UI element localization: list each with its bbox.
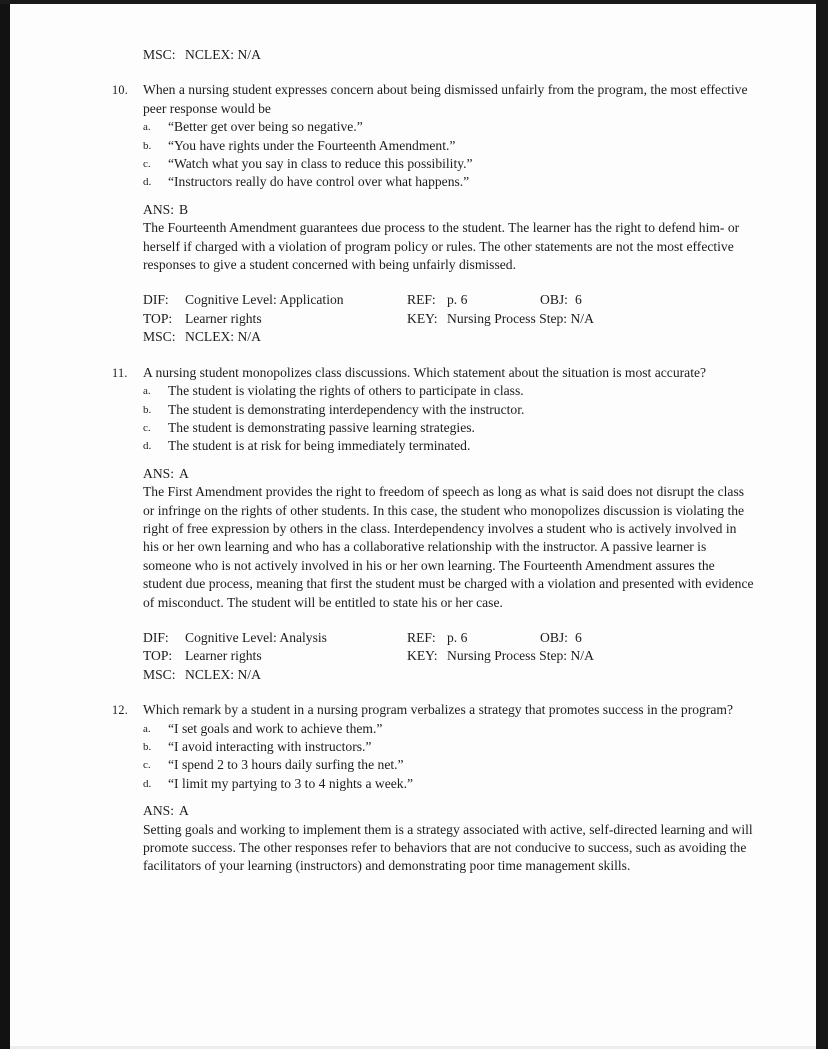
question-number: 11. bbox=[112, 365, 128, 380]
option-letter: b. bbox=[143, 741, 152, 753]
meta-label-dif: DIF: bbox=[143, 292, 169, 308]
answer-label: ANS: bbox=[143, 201, 174, 217]
meta-label-key: KEY: bbox=[407, 310, 438, 326]
answer-line bbox=[143, 465, 755, 483]
answer-label: ANS: bbox=[143, 803, 174, 819]
question-stem: When a nursing student expresses concern about being dismissed unfairly from the program, the most effective peer response would be bbox=[143, 82, 748, 116]
meta-row bbox=[143, 328, 816, 346]
meta-value-obj: 6 bbox=[575, 292, 582, 308]
option-text: “Better get over being so negative.” bbox=[168, 119, 363, 135]
answer-option-d bbox=[143, 437, 755, 455]
option-letter: a. bbox=[143, 722, 151, 735]
rationale-text: Setting goals and working to implement them is a strategy associated with active, self-directed learning and will promote success. The other responses refer to behaviors that are not conducive to success, such as avoiding the facilitators of your learning (instructors) and demonstrating poor time management skills. bbox=[143, 821, 753, 874]
rationale-text: The First Amendment provides the right to freedom of speech as long as what is said does not disrupt the class or infringe on the rights of other students. In this case, the student who monopolizes discussion is violating the right of free expression by others in the class. Interdependency involves a student who is actively involved in his or her own learning and who has a collaborative relationship with the instructor. A passive learner is someone who is not actively involved in his or her own learning. The Fourteenth Amendment assures the student due process, meaning that first the student must be charged with a violation and presented with evidence of misconduct. The student will be entitled to state his or her case. bbox=[143, 484, 754, 610]
option-letter: b. bbox=[143, 403, 152, 416]
option-letter: b. bbox=[143, 139, 152, 152]
answer-option-c bbox=[143, 419, 755, 437]
option-text: “I spend 2 to 3 hours daily surfing the net.” bbox=[168, 757, 404, 773]
meta-line-msc-carryover bbox=[143, 4, 816, 64]
meta-label-dif: DIF: bbox=[143, 629, 169, 645]
answer-block bbox=[143, 201, 755, 275]
option-letter: c. bbox=[143, 421, 151, 434]
option-letter: a. bbox=[143, 121, 151, 134]
meta-row bbox=[143, 629, 816, 647]
answer-option-a bbox=[143, 720, 755, 738]
option-text: “I limit my partying to 3 to 4 nights a week.” bbox=[168, 775, 414, 791]
meta-value-ref: p. 6 bbox=[447, 629, 468, 645]
meta-label-top: TOP: bbox=[143, 648, 173, 664]
meta-value-msc: NCLEX: N/A bbox=[185, 47, 261, 62]
meta-table bbox=[143, 629, 816, 684]
meta-row bbox=[143, 310, 816, 328]
meta-value-msc: NCLEX: N/A bbox=[185, 666, 261, 682]
meta-value-key: Nursing Process Step: N/A bbox=[447, 648, 594, 664]
option-text: “You have rights under the Fourteenth Amendment.” bbox=[168, 137, 456, 153]
meta-label-top: TOP: bbox=[143, 310, 173, 326]
meta-label-msc: MSC: bbox=[143, 329, 176, 345]
answer-label: ANS: bbox=[143, 465, 174, 481]
meta-label-ref: REF: bbox=[407, 292, 436, 308]
question-10 bbox=[112, 81, 816, 191]
answer-option-a bbox=[143, 118, 755, 136]
option-text: The student is at risk for being immediately terminated. bbox=[168, 438, 471, 454]
answer-option-b bbox=[143, 738, 755, 756]
question-stem: A nursing student monopolizes class discussions. Which statement about the situation is most accurate? bbox=[143, 364, 707, 380]
viewer-frame-right bbox=[816, 0, 828, 1049]
answer-block bbox=[143, 465, 755, 612]
answer-option-d bbox=[143, 173, 755, 191]
meta-value-dif: Cognitive Level: Analysis bbox=[185, 629, 327, 645]
meta-value-obj: 6 bbox=[575, 629, 582, 645]
question-number: 10. bbox=[112, 83, 129, 98]
meta-row bbox=[143, 291, 816, 309]
option-text: The student is violating the rights of others to participate in class. bbox=[168, 383, 524, 399]
option-text: “Instructors really do have control over what happens.” bbox=[168, 174, 470, 190]
meta-value-top: Learner rights bbox=[185, 648, 262, 664]
meta-label-obj: OBJ: bbox=[540, 629, 568, 645]
answer-value: B bbox=[179, 201, 189, 217]
meta-value-dif: Cognitive Level: Application bbox=[185, 292, 344, 308]
meta-label-ref: REF: bbox=[407, 629, 436, 645]
answer-option-a bbox=[143, 382, 755, 400]
option-text: “I set goals and work to achieve them.” bbox=[168, 720, 383, 736]
answer-option-d bbox=[143, 775, 755, 793]
answer-option-c bbox=[143, 155, 755, 173]
answer-option-b bbox=[143, 401, 755, 419]
meta-value-ref: p. 6 bbox=[447, 292, 468, 308]
answer-line bbox=[143, 802, 755, 820]
answer-value: A bbox=[179, 803, 189, 819]
answer-line bbox=[143, 201, 755, 219]
option-text: The student is demonstrating passive learning strategies. bbox=[168, 419, 475, 435]
viewer-frame-left bbox=[0, 0, 10, 1049]
meta-value-key: Nursing Process Step: N/A bbox=[447, 310, 594, 326]
option-letter: d. bbox=[143, 777, 152, 790]
option-letter: a. bbox=[143, 385, 151, 398]
answer-option-b bbox=[143, 137, 755, 155]
option-letter: c. bbox=[143, 759, 151, 772]
meta-label-msc: MSC: bbox=[143, 666, 176, 682]
option-text: “Watch what you say in class to reduce this possibility.” bbox=[168, 156, 473, 172]
meta-table bbox=[143, 291, 816, 346]
option-letter: d. bbox=[143, 176, 152, 189]
question-number: 12. bbox=[112, 703, 129, 718]
document-page bbox=[10, 4, 816, 1046]
answer-value: A bbox=[179, 465, 189, 481]
meta-label-msc: MSC: bbox=[143, 47, 176, 62]
rationale-text: The Fourteenth Amendment guarantees due process to the student. The learner has the right to defend him- or herself if charged with a violation of program policy or rules. The other statements are not the most effective responses to give a student concerned with being unfairly dismissed. bbox=[143, 220, 740, 273]
question-11 bbox=[112, 364, 816, 456]
meta-row bbox=[143, 666, 816, 684]
option-letter: c. bbox=[143, 158, 151, 171]
option-text: The student is demonstrating interdependency with the instructor. bbox=[168, 401, 525, 417]
meta-label-obj: OBJ: bbox=[540, 292, 568, 308]
option-letter: d. bbox=[143, 440, 152, 453]
meta-label-key: KEY: bbox=[407, 648, 438, 664]
meta-value-top: Learner rights bbox=[185, 310, 262, 326]
answer-option-c bbox=[143, 756, 755, 774]
question-12 bbox=[112, 701, 816, 793]
option-text: “I avoid interacting with instructors.” bbox=[168, 739, 372, 754]
meta-value-msc: NCLEX: N/A bbox=[185, 329, 261, 345]
meta-row bbox=[143, 647, 816, 665]
answer-block bbox=[143, 802, 755, 876]
question-stem: Which remark by a student in a nursing program verbalizes a strategy that promotes success in the program? bbox=[143, 702, 734, 718]
